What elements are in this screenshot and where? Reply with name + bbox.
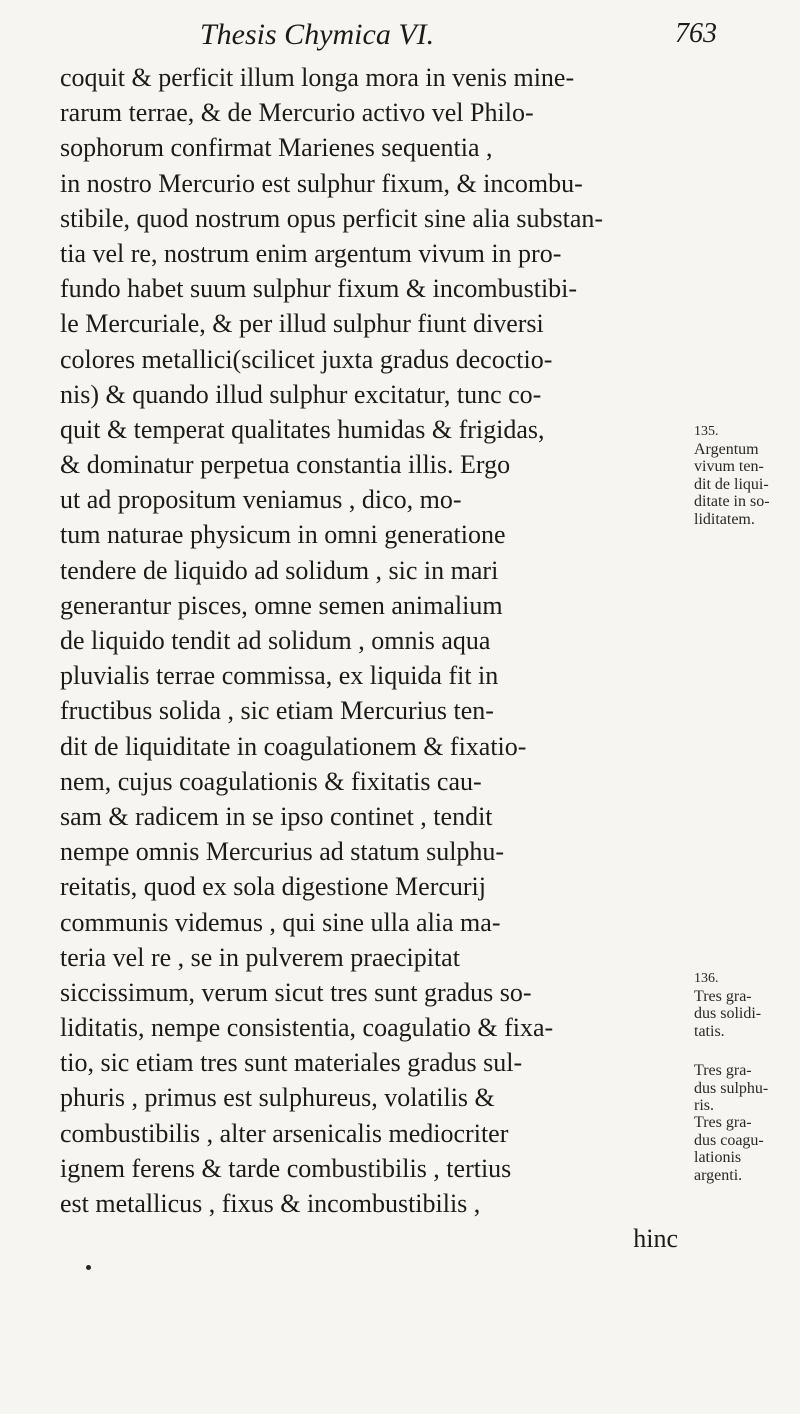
text-line: de liquido tendit ad solidum , omnis aqua [60,626,491,655]
marginal-note-135 [694,423,798,528]
marginal-note-number: 136. [694,971,719,986]
text-line: ut ad propositum veniamus , dico, mo- [60,485,462,515]
text-line: rarum terrae, & de Mercurio activo vel Philo- [60,98,534,128]
text-line: fundo habet suum sulphur fixum & incombustibi- [60,274,578,304]
text-line: tendere de liquido ad solidum , sic in mari [60,555,499,585]
marginal-note-line: dus coagu- [694,1131,764,1149]
text-line: nem, cujus coagulationis & fixitatis cau- [60,766,482,796]
marginal-note-line: dus sulphu- [694,1079,769,1097]
marginal-note-number: 135. [694,424,719,439]
text-line: coquit & perficit illum longa mora in venis mine- [60,63,575,92]
marginal-note-line: Tres gra- [694,1062,752,1079]
page-number: 763 [675,18,717,49]
text-line: communis videmus , qui sine ulla alia ma- [60,907,501,937]
text-line: nis) & quando illud sulphur excitatur, tunc co- [60,379,542,409]
marginal-note-line: dus solidi- [694,1005,762,1022]
text-line: tum naturae physicum in omni generatione [60,520,506,550]
marginal-note-line: Argentum [694,440,759,458]
text-line: in nostro Mercurio est sulphur fixum, & incombu- [60,168,583,198]
text-line: quit & temperat qualitates humidas & frigidas, [60,414,545,444]
text-line: dit de liquiditate in coagulationem & fixatio- [60,731,527,761]
marginal-note-sulphur [694,1062,798,1115]
text-line: phuris , primus est sulphureus, volatilis & [60,1083,495,1113]
marginal-note-line: lationis [694,1149,742,1166]
marginal-note-line: tatis. [694,1022,725,1040]
text-line: colores metallici(scilicet juxta gradus decoctio- [60,344,553,374]
marginal-note-line: Tres gra- [694,1114,752,1131]
marginal-note-line: dit de liqui- [694,475,769,493]
text-line: le Mercuriale, & per illud sulphur fiunt diversi [60,309,544,339]
text-line: combustibilis , alter arsenicalis mediocriter [60,1118,509,1148]
text-line: stibile, quod nostrum opus perficit sine alia substan- [60,203,604,233]
text-line: pluvialis terrae commissa, ex liquida fit in [60,661,499,691]
marginal-note-line: ris. [694,1097,714,1114]
marginal-note-line: ditate in so- [694,493,770,510]
running-head [200,18,760,58]
text-line: est metallicus , fixus & incombustibilis , [60,1189,481,1218]
marginal-note-136 [694,970,798,1040]
marginal-note-line: Tres gra- [694,987,752,1005]
marginal-note-coagulation [694,1114,798,1184]
text-line: ignem ferens & tarde combustibilis , tertius [60,1153,512,1183]
text-line: nempe omnis Mercurius ad statum sulphu- [60,837,505,867]
text-line: sam & radicem in se ipso continet , tendit [60,801,493,831]
ink-speck [86,1265,91,1270]
marginal-note-line: argenti. [694,1166,743,1184]
marginal-note-line: vivum ten- [694,458,764,475]
text-line: & dominatur perpetua constantia illis. Ergo [60,450,511,480]
main-text-block [60,60,688,1256]
text-line: liditatis, nempe consistentia, coagulatio & fixa- [60,1013,554,1043]
running-title: Thesis Chymica VI. [200,18,435,51]
text-line: tia vel re, nostrum enim argentum vivum in pro- [60,238,562,268]
text-line: reitatis, quod ex sola digestione Mercurij [60,872,487,902]
text-line: teria vel re , se in pulverem praecipitat [60,942,460,972]
text-line: siccissimum, verum sicut tres sunt gradus so- [60,977,532,1007]
text-line: generantur pisces, omne semen animalium [60,590,503,620]
text-line-catchword: hinc [633,1224,678,1254]
marginal-note-line: liditatem. [694,510,755,528]
text-line: tio, sic etiam tres sunt materiales gradus sul- [60,1048,523,1078]
text-line: fructibus solida , sic etiam Mercurius ten- [60,696,494,726]
text-line: sophorum confirmat Marienes sequentia , [60,133,493,163]
